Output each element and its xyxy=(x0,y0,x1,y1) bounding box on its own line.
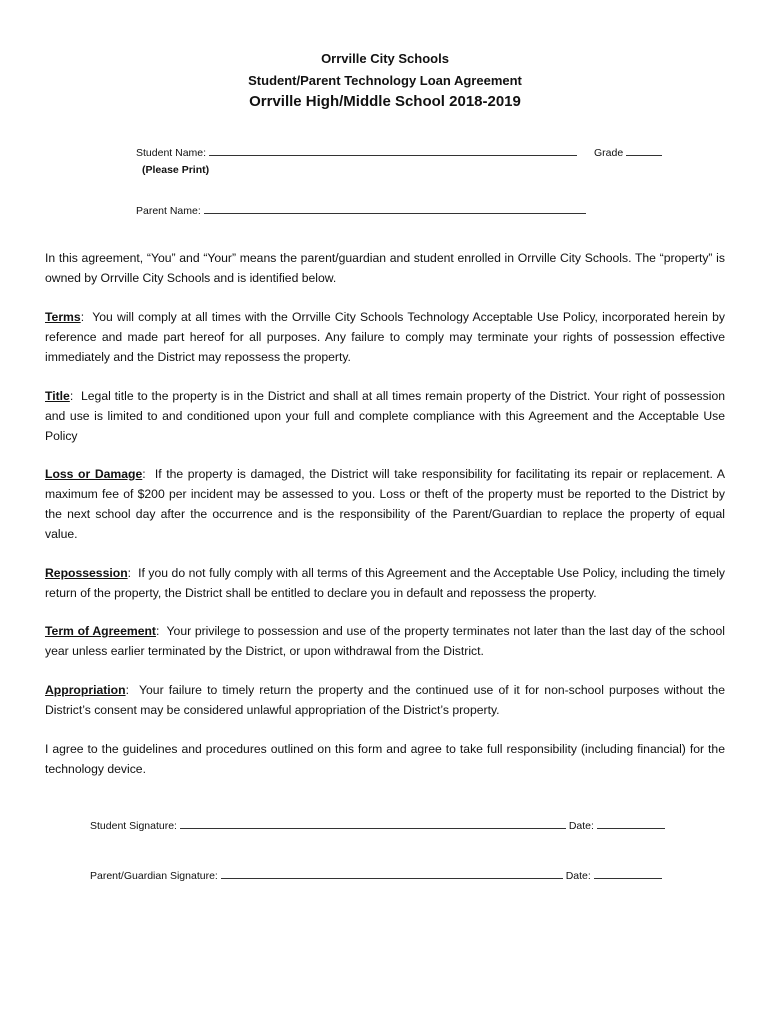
please-print-note: (Please Print) xyxy=(142,164,210,176)
student-name-row xyxy=(136,145,577,160)
section-heading: Terms xyxy=(45,310,81,324)
grade-label: Grade xyxy=(594,147,624,159)
section-text: Legal title to the property is in the District and shall at all times remain property of the District. Your right of possession and use is limited to and conditioned upon your full and complete compliance with this Agreement and the Acceptable Use Policy xyxy=(45,389,725,443)
closing-text: I agree to the guidelines and procedures outlined on this form and agree to take full responsibility (including financial) for the technology device. xyxy=(45,742,725,776)
parent-signature-input[interactable] xyxy=(221,868,563,879)
parent-date-input[interactable] xyxy=(594,868,662,879)
parent-date-label: Date: xyxy=(565,870,591,882)
section-heading: Repossession xyxy=(45,566,128,580)
closing-paragraph xyxy=(45,739,725,779)
student-signature-row xyxy=(90,818,665,833)
student-signature-label: Student Signature: xyxy=(90,820,177,832)
section-text: If the property is damaged, the District will take responsibility for facilitating its repair or replacement. A maximum fee of $200 per incident may be assessed to you. Loss or theft of the property must be reported to the District by the next school day after the occurrence and is the responsibility of the Parent/Guardian to replace the property of equal value. xyxy=(45,467,725,541)
intro-text: In this agreement, “You” and “Your” means the parent/guardian and student enrolled in Orrville City Schools. The “property” is owned by Orrville City Schools and is identified below. xyxy=(45,251,725,285)
section-text: If you do not fully comply with all terms of this Agreement and the Acceptable Use Policy, including the timely return of the property, the District shall be entitled to declare you in default and repossess the property. xyxy=(45,566,725,600)
agreement-title: Student/Parent Technology Loan Agreement xyxy=(248,73,522,88)
parent-signature-row xyxy=(90,868,662,883)
section-text: You will comply at all times with the Orrville City Schools Technology Acceptable Use Policy, incorporated herein by reference and made part hereof for all purposes. Any failure to comply may terminate your rights of possession effective immediately and the District may repossess the property. xyxy=(45,310,725,364)
parent-name-row xyxy=(136,203,586,218)
parent-name-input[interactable] xyxy=(204,203,586,214)
parent-signature-label: Parent/Guardian Signature: xyxy=(90,870,218,882)
section-repossession: Repossession: If you do not fully comply with all terms of this Agreement and the Acceptable Use Policy, including the timely return of the property, the District shall be entitled to declare you in default and repossess the property. xyxy=(45,566,725,600)
student-name-input[interactable] xyxy=(209,145,577,156)
student-name-label: Student Name: xyxy=(136,147,207,159)
grade-input[interactable] xyxy=(626,145,662,156)
document-header xyxy=(0,48,770,112)
student-date-input[interactable] xyxy=(597,818,665,829)
section-text: Your privilege to possession and use of the property terminates not later than the last day of the school year unless earlier terminated by the District, or upon withdrawal from the District. xyxy=(45,624,725,658)
section-heading: Appropriation xyxy=(45,683,126,697)
student-signature-input[interactable] xyxy=(180,818,566,829)
intro-paragraph xyxy=(45,248,725,288)
section-heading: Title xyxy=(45,389,70,403)
grade-row xyxy=(594,145,662,160)
section-heading: Term of Agreement xyxy=(45,624,156,638)
student-date-label: Date: xyxy=(568,820,594,832)
school-year-title: Orrville High/Middle School 2018-2019 xyxy=(249,93,521,110)
section-heading: Loss or Damage xyxy=(45,467,143,481)
section-term-of-agreement: Term of Agreement: Your privilege to possession and use of the property terminates not later than the last day of the school year unless earlier terminated by the District, or upon withdrawal from the District. xyxy=(45,624,725,658)
section-title: Title: Legal title to the property is in the District and shall at all times remain property of the District. Your right of possession and use is limited to and conditioned upon your full and complete compliance with this Agreement and the Acceptable Use Policy xyxy=(45,389,725,443)
section-text: Your failure to timely return the property and the continued use of it for non-school purposes without the District’s consent may be considered unlawful appropriation of the District’s property. xyxy=(45,683,725,717)
section-appropriation: Appropriation: Your failure to timely return the property and the continued use of it for non-school purposes without the District’s consent may be considered unlawful appropriation of the District’s property. xyxy=(45,683,725,717)
section-loss-or-damage: Loss or Damage: If the property is damaged, the District will take responsibility for facilitating its repair or replacement. A maximum fee of $200 per incident may be assessed to you. Loss or theft of the property must be reported to the District by the next school day after the occurrence and is the responsibility of the Parent/Guardian to replace the property of equal value. xyxy=(45,467,725,541)
district-title: Orrville City Schools xyxy=(321,51,449,66)
parent-name-label: Parent Name: xyxy=(136,205,201,217)
section-terms: Terms: You will comply at all times with the Orrville City Schools Technology Acceptable Use Policy, incorporated herein by reference and made part hereof for all purposes. Any failure to comply may terminate your rights of possession effective immediately and the District may repossess the property. xyxy=(45,310,725,364)
